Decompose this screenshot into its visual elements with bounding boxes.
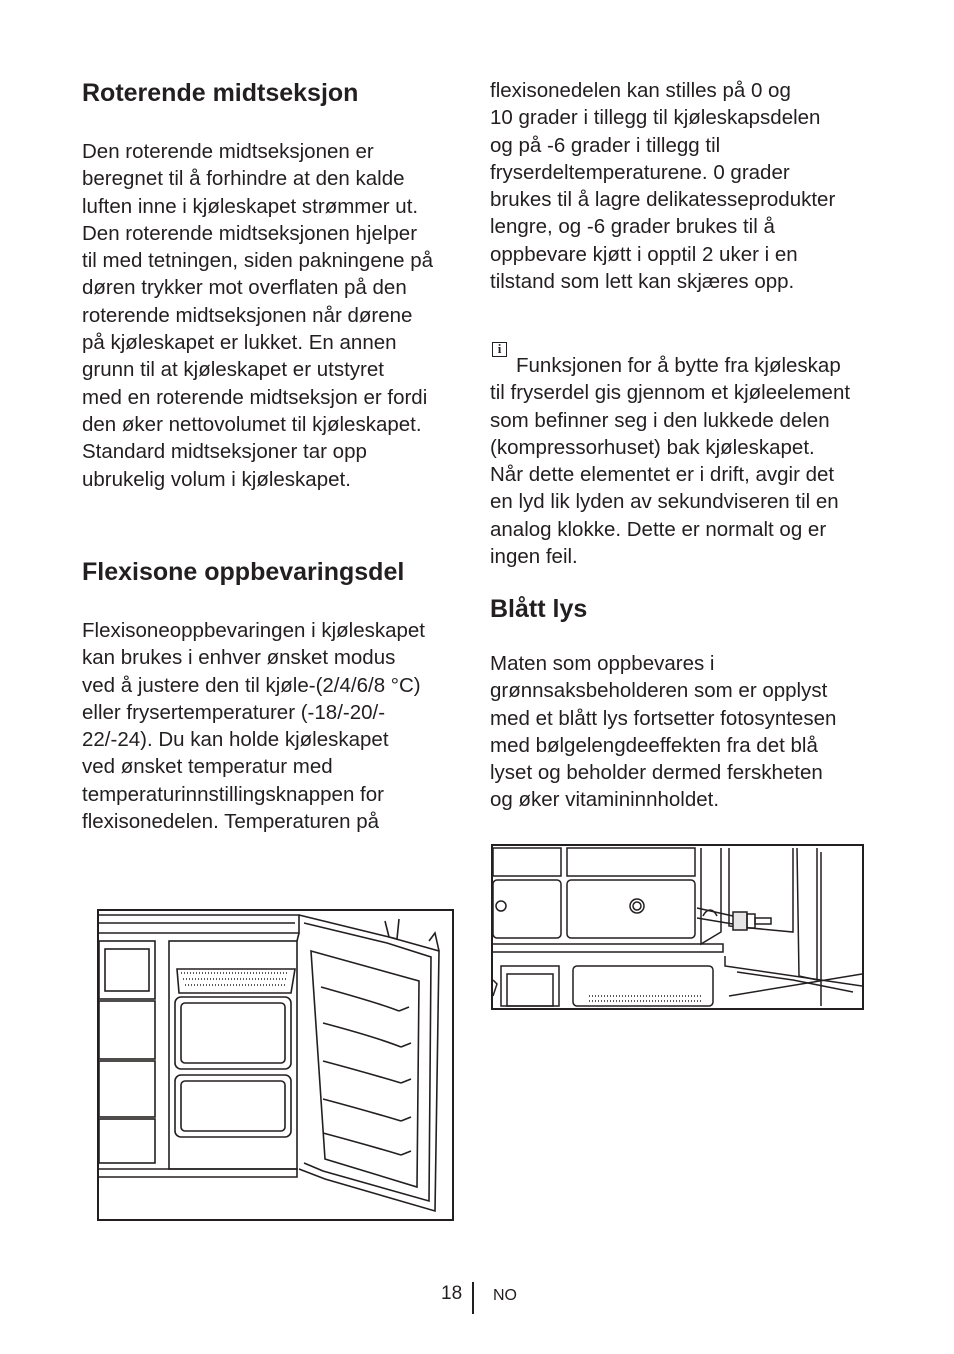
language-code: NO <box>493 1287 517 1304</box>
heading-blatt-lys: Blått lys <box>490 595 588 623</box>
info-icon: i <box>492 342 507 357</box>
blue-light-drawing <box>493 846 862 1008</box>
illustration-open-fridge <box>97 909 454 1221</box>
paragraph-blatt-lys: Maten som oppbevares i grønnsaksbeholderen som er opplyst med et blått lys fortsetter fotosyntesen med bølgelengdeeffekten fra det blå lyset og beholder dermed ferskheten og øker vitamininnholdet. <box>490 652 837 812</box>
illustration-blue-light <box>491 844 864 1010</box>
footer-separator <box>472 1282 474 1314</box>
open-fridge-drawing <box>99 911 452 1219</box>
info-note-text: Funksjonen for å bytte fra kjøleskap til fryserdel gis gjennom et kjøleelement som befinner seg i den lukkede delen (kompressorhuset) bak kjøleskapet. Når dette elementet er i drift, avgir det en lyd lik lyden av sekundviseren til en analog klokke. Dette er normalt og er ingen feil. <box>490 354 851 569</box>
paragraph-flexisone-continued: flexisonedelen kan stilles på 0 og 10 grader i tillegg til kjøleskapsdelen og på -6 grader i tillegg til fryserdeltemperaturene. 0 grader brukes til å lagre delikatesseprodukter lengre, og -6 grader brukes til å oppbevare kjøtt i opptil 2 uker i en tilstand som lett kan skjæres opp. <box>490 79 836 294</box>
paragraph-flexisone: Flexisoneoppbevaringen i kjøleskapet kan brukes i enhver ønsket modus ved å justere den til kjøle-(2/4/6/8 °C) eller frysertemperaturer (-18/-20/- 22/-24). Du kan holde kjøleskapet ved ønsket temperatur med temperaturinnstillingsknappen for flexisonedelen. Temperaturen på <box>82 619 426 834</box>
info-note <box>490 334 890 570</box>
heading-roterende-midtseksjon: Roterende midtseksjon <box>82 79 359 107</box>
paragraph-roterende-midtseksjon: Den roterende midtseksjonen er beregnet til å forhindre at den kalde luften inne i kjøleskapet strømmer ut. Den roterende midtseksjonen hjelper til med tetningen, siden pakningene på døren trykker mot overflaten på den roterende midtseksjonen når dørene på kjøleskapet er lukket. En annen grunn til at kjøleskapet er utstyret med en roterende midtseksjon er fordi den øker nettovolumet til kjøleskapet. Standard midtseksjoner tar opp ubrukelig volum i kjøleskapet. <box>82 140 434 491</box>
page-number: 18 <box>441 1283 463 1304</box>
heading-flexisone-oppbevaringsdel: Flexisone oppbevaringsdel <box>82 558 405 586</box>
